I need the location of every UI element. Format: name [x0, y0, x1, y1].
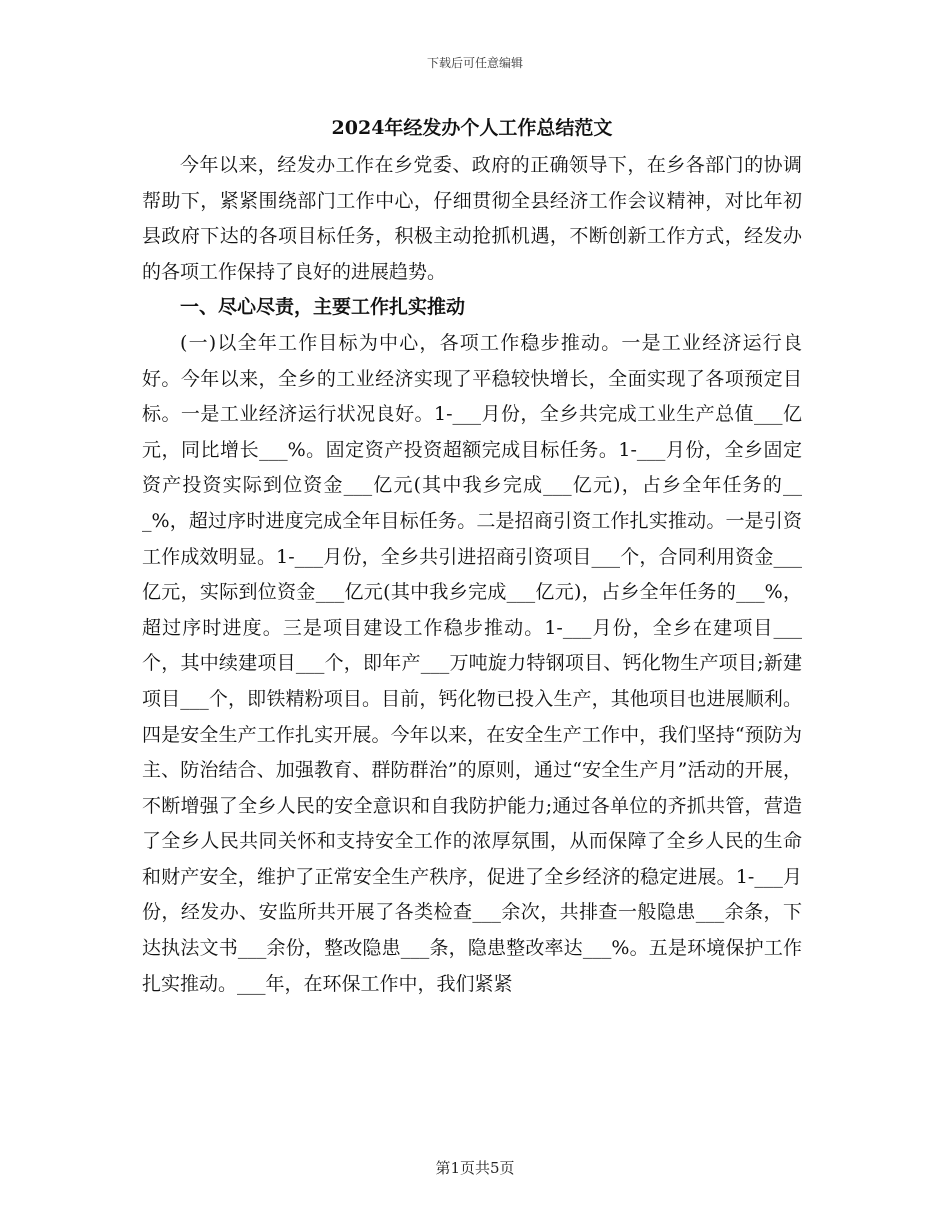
- intro-paragraph: 今年以来，经发办工作在乡党委、政府的正确领导下，在乡各部门的协调帮助下，紧紧围绕部门工作中心，仔细贯彻全县经济工作会议精神，对比年初县政府下达的各项目标任务，积极主动抢抓机遇，不断创新工作方式，经发办的各项工作保持了良好的进展趋势。: [142, 154, 802, 283]
- section-paragraph: (一)以全年工作目标为中心，各项工作稳步推动。一是工业经济运行良好。今年以来，全乡的工业经济实现了平稳较快增长，全面实现了各项预定目标。一是工业经济运行状况良好。1-___月份，全乡共完成工业生产总值___亿元，同比增长___%。固定资产投资超额完成目标任务。1-___月份，全乡固定资产投资实际到位资金___亿元(其中我乡完成___亿元)，占乡全年任务的___%，超过序时进度完成全年目标任务。二是招商引资工作扎实推动。一是引资工作成效明显。1-___月份，全乡共引进招商引资项目___个，合同利用资金___亿元，实际到位资金___亿元(其中我乡完成___亿元)，占乡全年任务的___%，超过序时进度。三是项目建设工作稳步推动。1-___月份，全乡在建项目___个，其中续建项目___个，即年产___万吨旋力特钢项目、钙化物生产项目;新建项目___个，即铁精粉项目。目前，钙化物已投入生产，其他项目也进展顺利。四是安全生产工作扎实开展。今年以来，在安全生产工作中，我们坚持“预防为主、防治结合、加强教育、群防群治”的原则，通过“安全生产月”活动的开展，不断增强了全乡人民的安全意识和自我防护能力;通过各单位的齐抓共管，营造了全乡人民共同关怀和支持安全工作的浓厚氛围，从而保障了全乡人民的生命和财产安全，维护了正常安全生产秩序，促进了全乡经济的稳定进展。1-___月份，经发办、安监所共开展了各类检查___余次，共排查一般隐患___余条，下达执法文书___余份，整改隐患___条，隐患整改率达___%。五是环境保护工作扎实推动。___年，在环保工作中，我们紧紧: [142, 331, 802, 995]
- document-body: [142, 110, 802, 1002]
- page-number: 第1页共5页: [435, 1159, 515, 1177]
- page-header-note: 下载后可任意编辑: [426, 56, 523, 70]
- section-heading: 一、尽心尽责，主要工作扎实推动: [180, 296, 466, 319]
- document-title: 2024年经发办个人工作总结范文: [331, 117, 613, 139]
